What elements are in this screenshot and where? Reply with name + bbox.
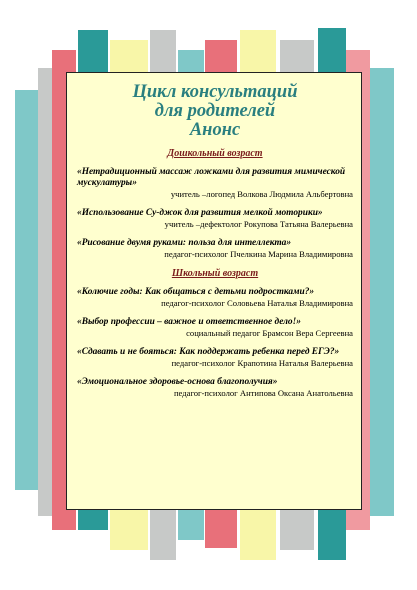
consultation-title: «Сдавать и не бояться: Как поддержать ребенка перед ЕГЭ?» [77, 347, 340, 357]
page-title [77, 83, 353, 140]
consultation-title: «Использование Су-джок для развития мелкой моторики» [77, 208, 323, 218]
title-line: Цикл консультаций [132, 82, 298, 102]
consultation-entry [77, 167, 353, 199]
title-line: Анонс [189, 120, 241, 140]
consultation-entry [77, 347, 353, 368]
consultation-title: «Колючие годы: Как общаться с детьми подростками?» [77, 287, 315, 297]
consultation-title: «Рисование двумя руками: польза для интеллекта» [77, 238, 292, 248]
section-heading-preschool: Дошкольный возраст [167, 148, 263, 159]
consultation-entry [77, 317, 353, 338]
announcement-panel [66, 72, 362, 510]
section-heading-school: Школьный возраст [171, 268, 259, 279]
stripe [15, 90, 38, 490]
consultation-author: социальный педагог Брамсон Вера Сергеевна [186, 328, 353, 338]
consultation-title: «Эмоциональное здоровье-основа благополучия» [77, 377, 278, 387]
consultation-author: учитель –логопед Волкова Людмила Альбертовна [170, 189, 353, 199]
consultation-entry [77, 287, 353, 308]
consultation-author: педагог-психолог Крапотина Наталья Валерьевна [171, 358, 353, 368]
consultation-title: «Выбор профессии – важное и ответственное дело!» [77, 317, 301, 327]
consultation-entry [77, 208, 353, 229]
consultation-author: учитель –дефектолог Рокупова Татьяна Валерьевна [164, 219, 353, 229]
consultation-entry [77, 238, 353, 259]
consultation-title: «Нетрадиционный массаж ложками для развития мимической мускулатуры» [77, 167, 346, 188]
consultation-author: педагог-психолог Антипова Оксана Анатольевна [173, 388, 353, 398]
title-line: для родителей [154, 101, 276, 121]
stripe [370, 68, 394, 516]
consultation-author: педагог-психолог Соловьева Наталья Владимировна [161, 298, 353, 308]
consultation-entry [77, 377, 353, 398]
consultation-author: педагог-психолог Пчелкина Марина Владимировна [164, 249, 353, 259]
